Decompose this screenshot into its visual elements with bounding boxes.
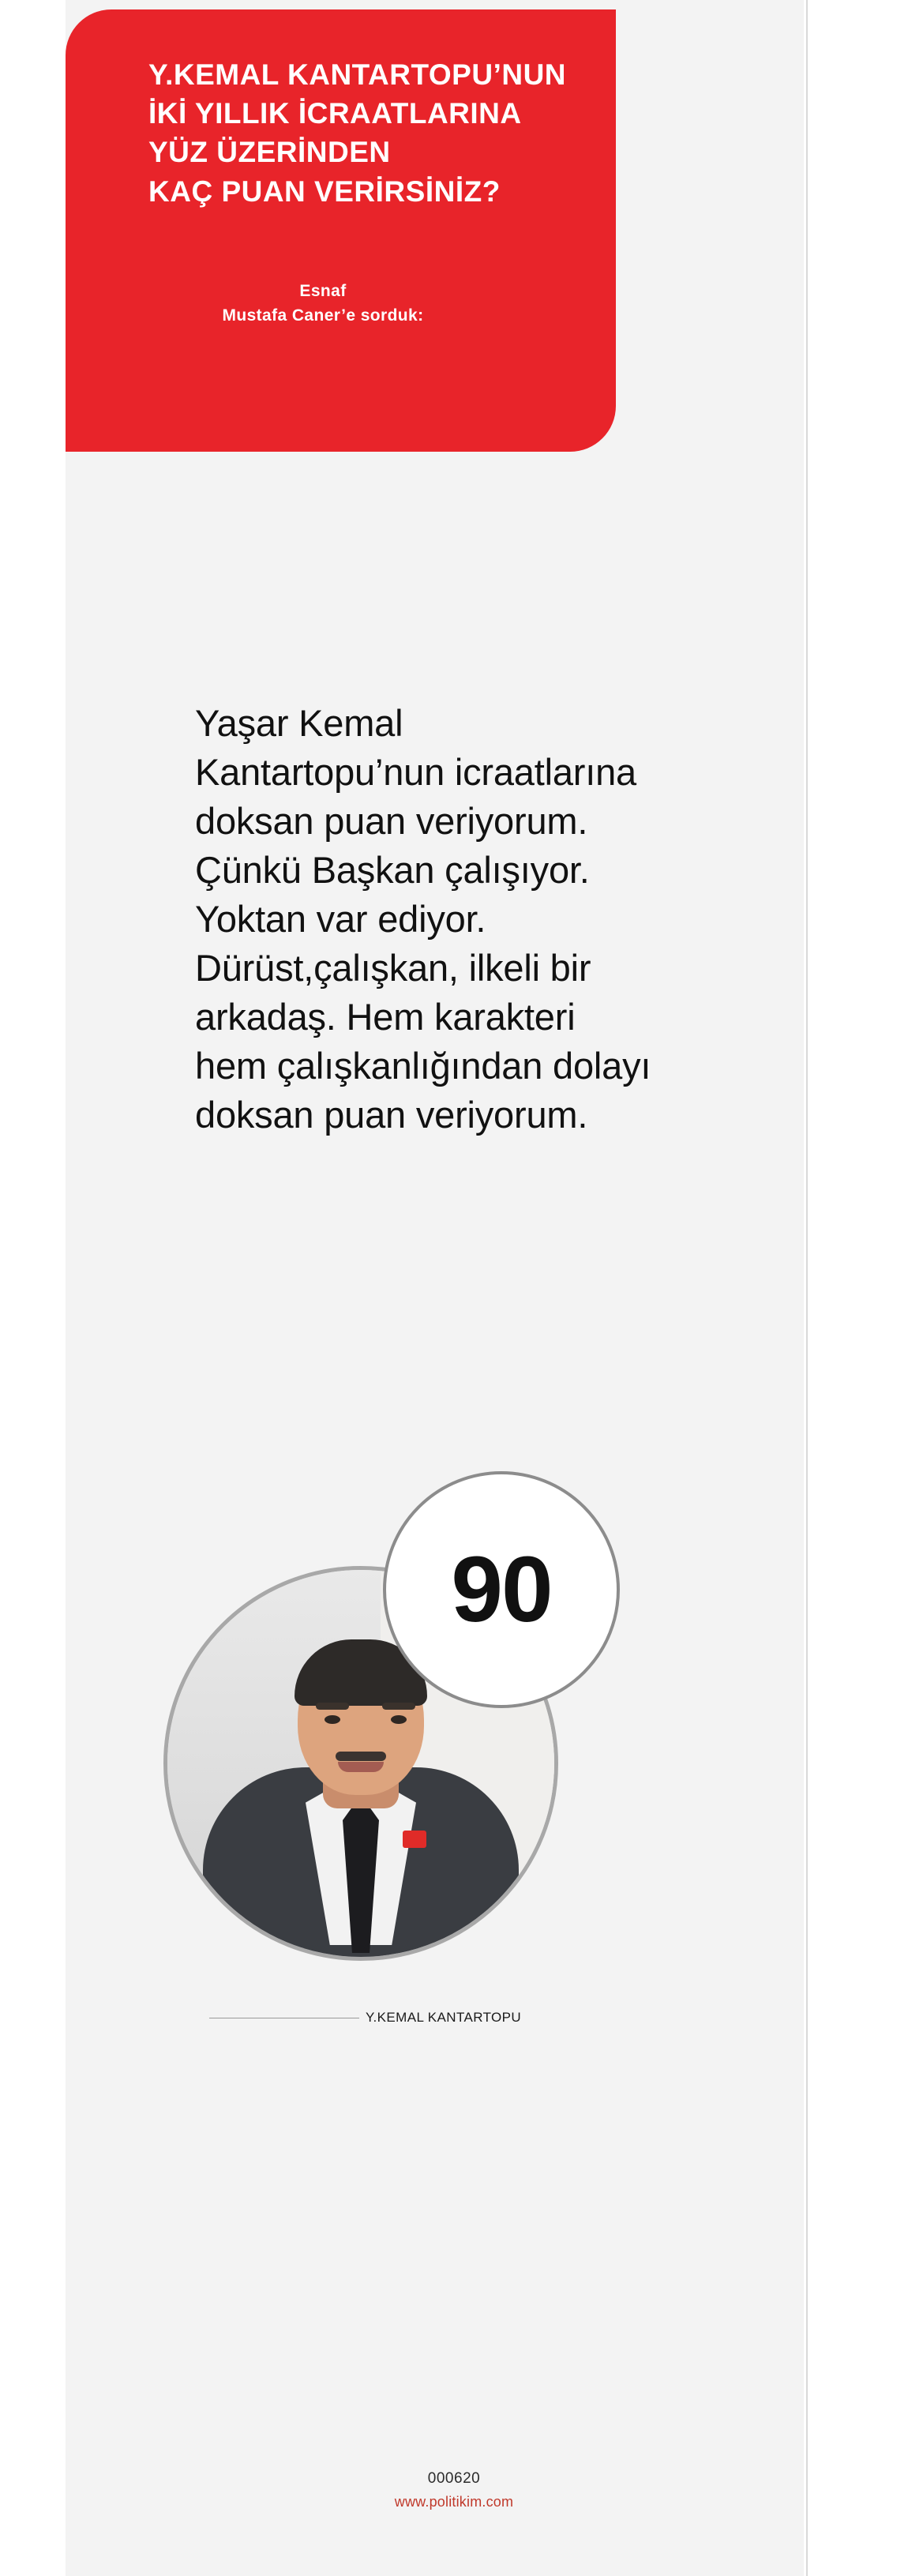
caption-text: Y.KEMAL KANTARTOPU <box>366 2010 522 2025</box>
quote-text: Yaşar Kemal Kantartopu’nun icraatlarına doksan puan veriyorum. Çünkü Başkan çalışıyor. Yoktan var ediyor. Dürüst,çalışkan, ilkeli bir arkadaş. Hem karakteri hem çalışkanlığından dolayı doksan puan veriyorum. <box>195 702 651 1136</box>
interviewee-subtitle <box>148 279 584 329</box>
photo-eyebrow-right <box>382 1703 415 1710</box>
photo-moustache <box>336 1752 386 1761</box>
headline-line-4: KAÇ PUAN VERİRSİNİZ? <box>148 175 501 208</box>
headline-block <box>66 9 616 452</box>
score-value: 90 <box>451 1538 552 1642</box>
photo-caption <box>209 2010 604 2026</box>
score-badge <box>383 1471 620 1708</box>
vertical-divider <box>806 0 808 2576</box>
headline-line-1: Y.KEMAL KANTARTOPU’NUN <box>148 58 567 91</box>
photo-eye-left <box>325 1715 340 1724</box>
interviewee-name: Mustafa Caner’e sorduk: <box>222 306 424 325</box>
photo-eye-right <box>391 1715 407 1724</box>
headline-line-3: YÜZ ÜZERİNDEN <box>148 136 391 169</box>
page-footer <box>0 2470 908 2510</box>
photo-flag-pin-icon <box>403 1831 426 1848</box>
photo-mouth <box>338 1762 384 1772</box>
interviewee-role: Esnaf <box>299 281 347 300</box>
quote-body <box>195 699 653 1140</box>
headline-line-2: İKİ YILLIK İCRAATLARINA <box>148 97 522 130</box>
portrait-and-score <box>163 1538 590 1961</box>
footer-code: 000620 <box>427 2470 481 2487</box>
photo-eyebrow-left <box>316 1703 349 1710</box>
page-title <box>148 55 584 211</box>
footer-website[interactable]: www.politikim.com <box>394 2494 514 2510</box>
